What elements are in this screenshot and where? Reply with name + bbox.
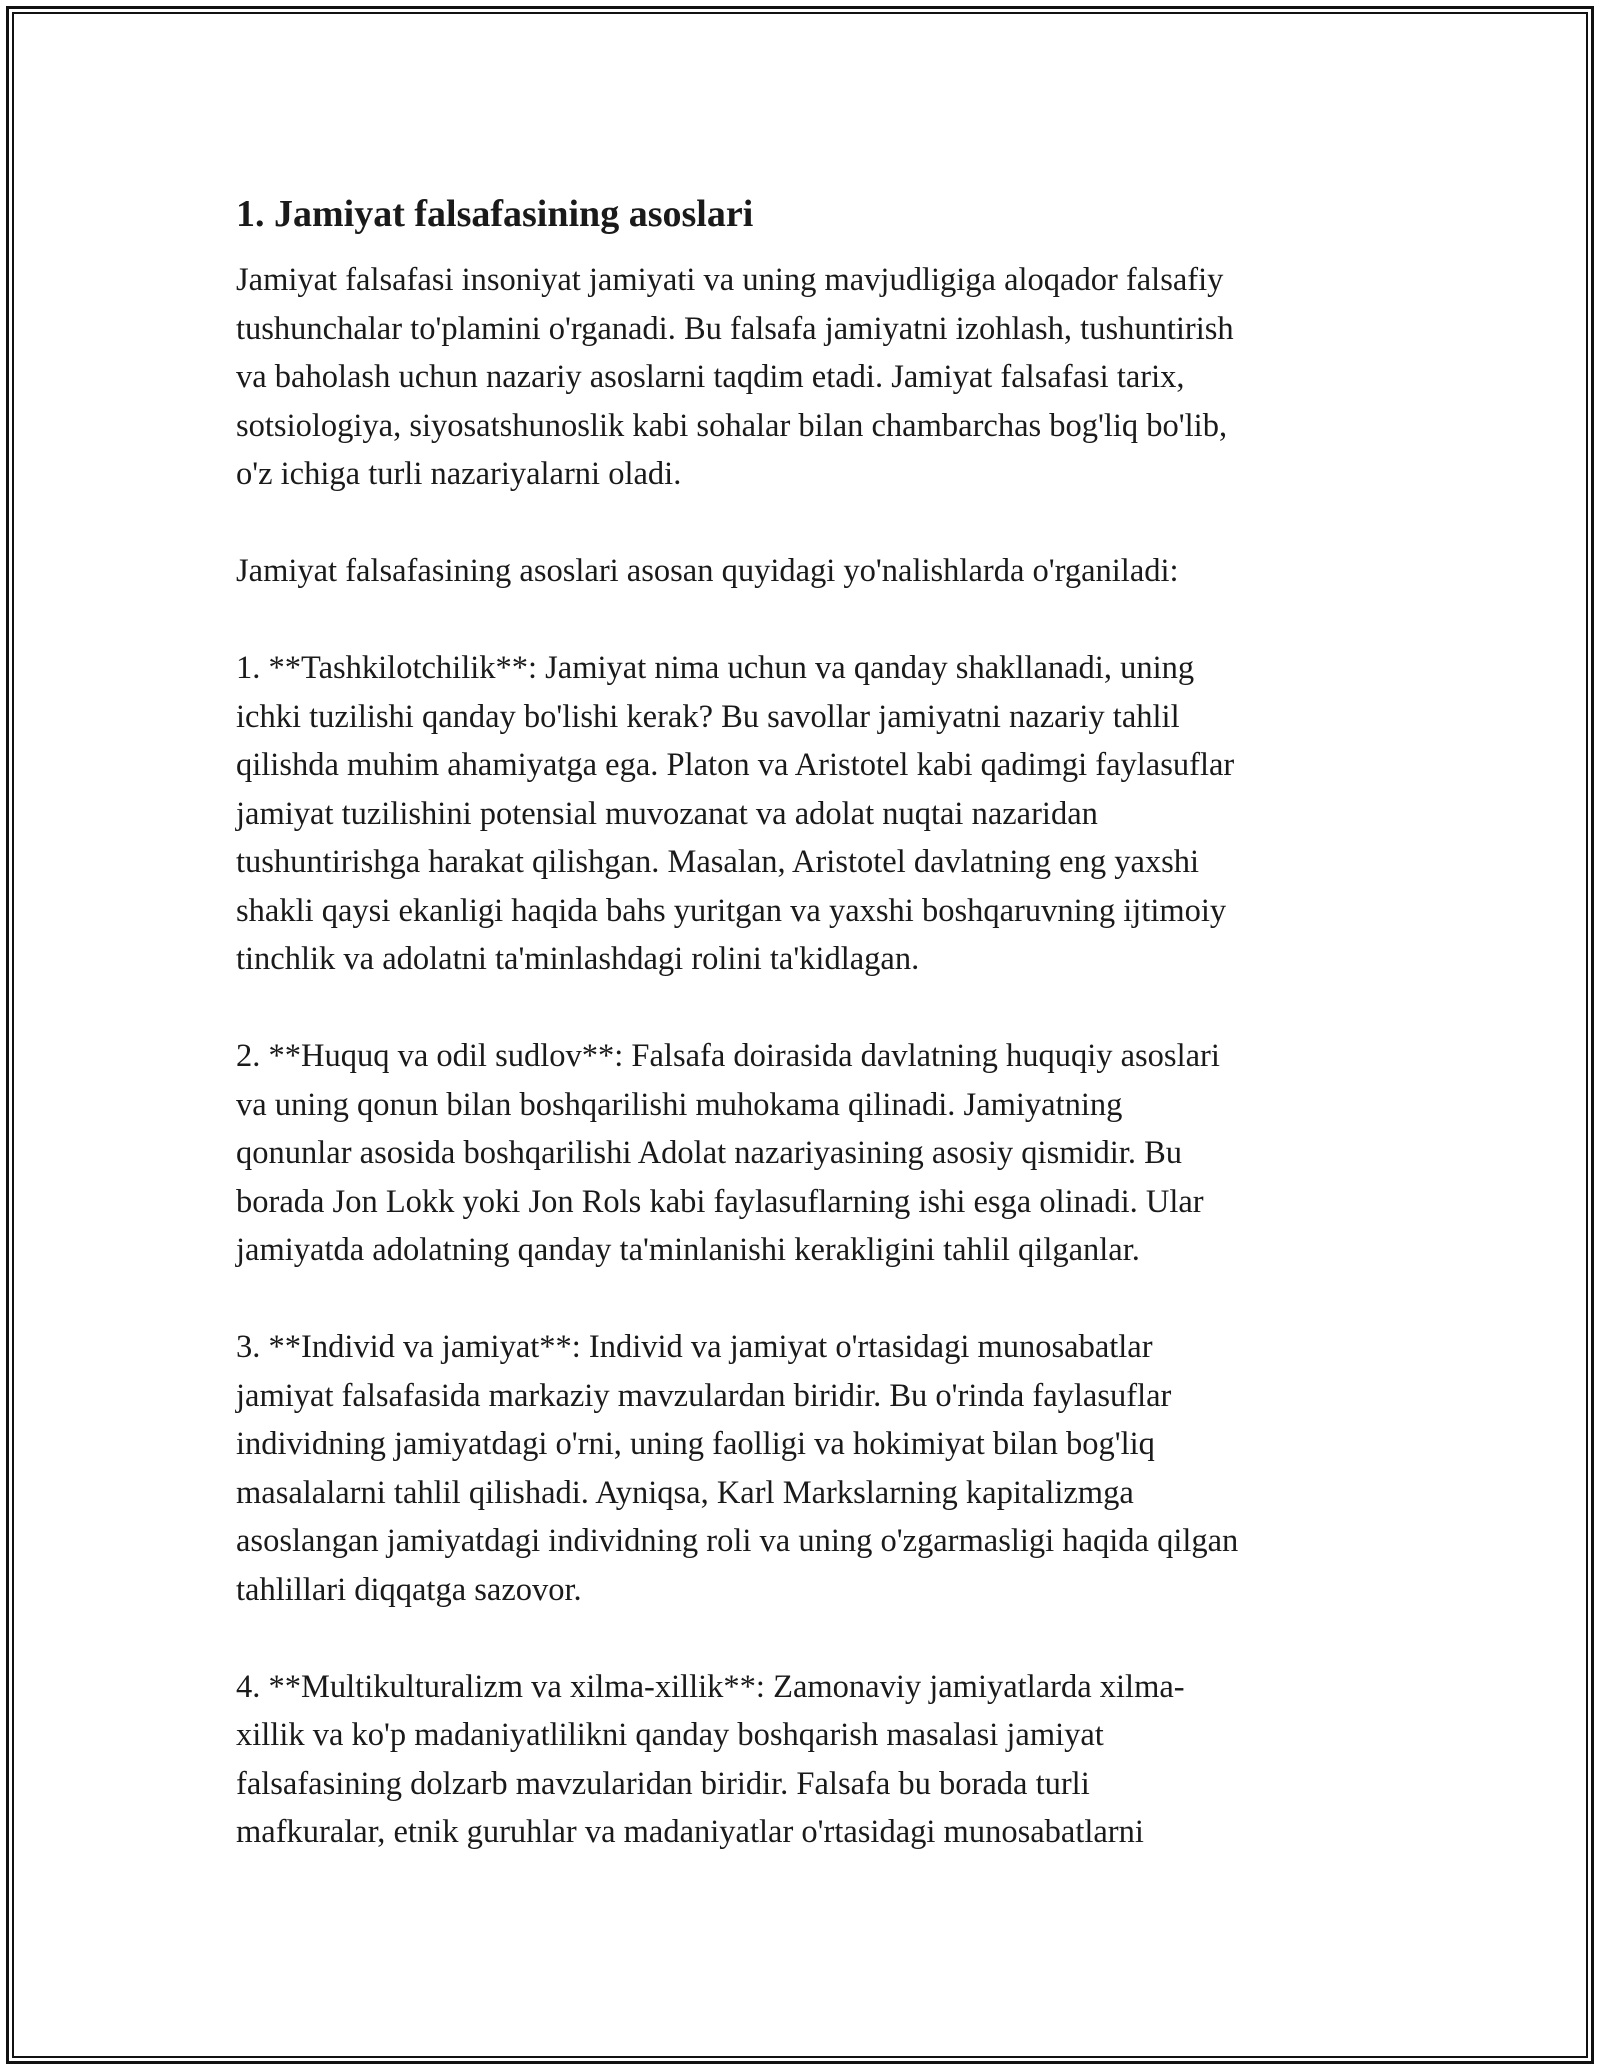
point-1-paragraph: 1. **Tashkilotchilik**: Jamiyat nima uchun va qanday shakllanadi, uning ichki tuzilishi qanday bo'lishi kerak? Bu savollar jamiyatni nazariy tahlil qilishda muhim ahamiyatga ega. Platon va Aristotel kabi qadimgi faylasuflar jamiyat tuzilishini potensial muvozanat va adolat nuqtai nazaridan tushuntirishga harakat qilishgan. Masalan, Aristotel davlatning eng yaxshi shakli qaysi ekanligi haqida bahs yuritgan va yaxshi boshqaruvning ijtimoiy tinchlik va adolatni ta'minlashdagi rolini ta'kidlagan. [236,650,1235,977]
document-body [236,188,1376,1857]
point-2-paragraph: 2. **Huquq va odil sudlov**: Falsafa doirasida davlatning huquqiy asoslari va uning qonun bilan boshqarilishi muhokama qilinadi. Jamiyatning qonunlar asosida boshqarilishi Adolat nazariyasining asosiy qismidir. Bu borada Jon Lokk yoki Jon Rols kabi faylasuflarning ishi esga olinadi. Ular jamiyatda adolatning qanday ta'minlanishi kerakligini tahlil qilganlar. [236,1038,1220,1268]
intro-paragraph: Jamiyat falsafasi insoniyat jamiyati va uning mavjudligiga aloqador falsafiy tushunchalar to'plamini o'rganadi. Bu falsafa jamiyatni izohlash, tushuntirish va baholash uchun nazariy asoslarni taqdim etadi. Jamiyat falsafasi tarix, sotsiologiya, siyosatshunoslik kabi sohalar bilan chambarchas bog'liq bo'lib, o'z ichiga turli nazariyalarni oladi. [236,262,1234,492]
directions-paragraph: Jamiyat falsafasining asoslari asosan quyidagi yo'nalishlarda o'rganiladi: [236,553,1179,589]
point-3-paragraph: 3. **Individ va jamiyat**: Individ va jamiyat o'rtasidagi munosabatlar jamiyat falsafasida markaziy mavzulardan biridir. Bu o'rinda faylasuflar individning jamiyatdagi o'rni, uning faolligi va hokimiyat bilan bog'liq masalalarni tahlil qilishadi. Ayniqsa, Karl Markslarning kapitalizmga asoslangan jamiyatdagi individning roli va uning o'zgarmasligi haqida qilgan tahlillari diqqatga sazovor. [236,1329,1239,1608]
section-heading: 1. Jamiyat falsafasining asoslari [236,193,754,235]
point-4-paragraph: 4. **Multikulturalizm va xilma-xillik**: Zamonaviy jamiyatlarda xilma- xillik va ko'p madaniyatlilikni qanday boshqarish masalasi jamiyat falsafasining dolzarb mavzularidan biridir. Falsafa bu borada turli mafkuralar, etnik guruhlar va madaniyatlar o'rtasidagi munosabatlarni [236,1668,1185,1850]
